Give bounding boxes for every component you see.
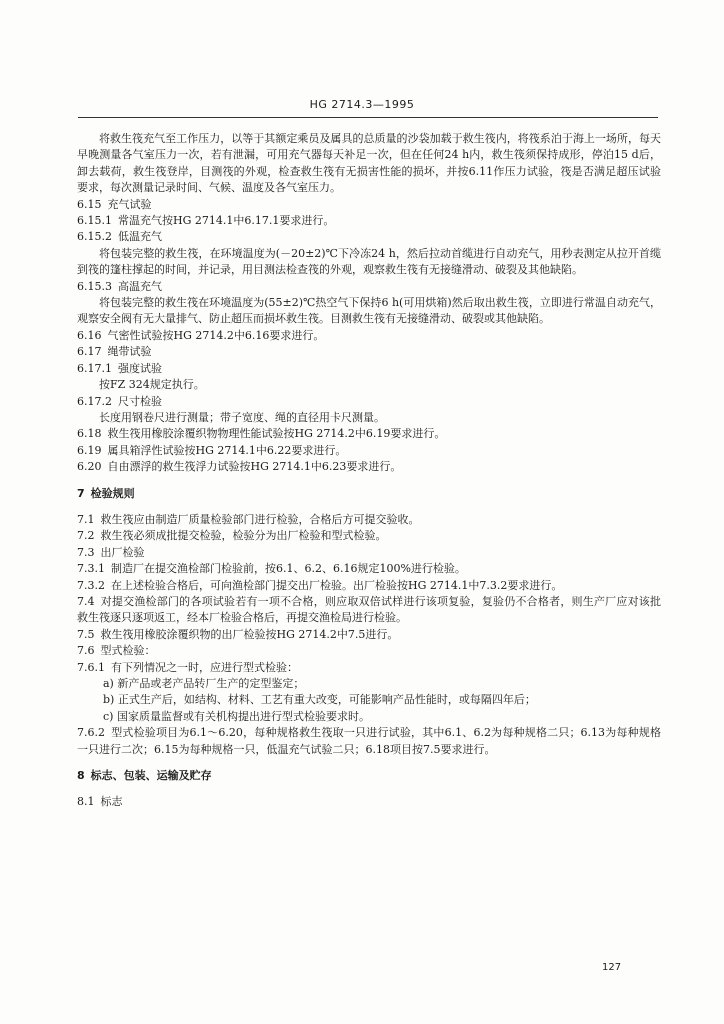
list-item-c: c) 国家质量监督或有关机构提出进行型式检验要求时。 bbox=[103, 709, 370, 723]
chapter-7-heading bbox=[77, 486, 661, 502]
section-6-15-3 bbox=[77, 279, 661, 295]
section-6-19 bbox=[77, 443, 661, 459]
section-text: 救生筏用橡胶涂覆织物物理性能试验按HG 2714.2中6.19要求进行。 bbox=[107, 427, 446, 441]
section-7-1 bbox=[77, 512, 661, 528]
section-text: 有下列情况之一时，应进行型式检验： bbox=[111, 660, 298, 674]
section-7-3-1 bbox=[77, 561, 661, 577]
section-number: 7.5 bbox=[77, 627, 95, 641]
section-title: 充气试验 bbox=[107, 197, 152, 211]
intro-paragraph: 将救生筏充气至工作压力，以等于其额定乘员及属具的总质量的沙袋加载于救生筏内，将筏系泊于海上一场所，每天早晚测量各气室压力一次，若有泄漏，可用充气器每天补足一次，但在任何24 h内，救生筏须保持成形，停泊15 d后，卸去载荷，救生筏登岸，目测筏的外观，检查救生筏有无损害性能的损坏，并按6.11作压力试验，筏是否满足超压试验要求，每次测量记录时间、气候、温度及各气室压力。 bbox=[77, 132, 661, 195]
section-number: 7.1 bbox=[77, 512, 95, 526]
section-number: 6.20 bbox=[77, 460, 102, 474]
page-number: 127 bbox=[602, 962, 622, 973]
chapter-number: 7 bbox=[77, 486, 85, 500]
section-7-2 bbox=[77, 528, 661, 544]
section-number: 6.17.2 bbox=[77, 394, 112, 408]
section-7-6-2 bbox=[77, 725, 661, 758]
section-6-15-1 bbox=[77, 213, 661, 229]
section-text: 救生筏用橡胶涂覆织物的出厂检验按HG 2714.2中7.5进行。 bbox=[100, 627, 399, 641]
section-number: 7.3.2 bbox=[77, 578, 105, 592]
section-text: 气密性试验按HG 2714.2中6.16要求进行。 bbox=[107, 328, 325, 342]
section-title: 型式检验： bbox=[100, 644, 156, 658]
section-6-20 bbox=[77, 459, 661, 475]
section-number: 7.4 bbox=[77, 594, 95, 608]
section-7-4 bbox=[77, 594, 661, 627]
section-number: 6.19 bbox=[77, 443, 102, 457]
section-number: 6.15.3 bbox=[77, 279, 112, 293]
section-6-17-1 bbox=[77, 361, 661, 377]
section-6-15 bbox=[77, 197, 661, 213]
section-title: 高温充气 bbox=[118, 279, 162, 293]
section-text: 在上述检验合格后，可向渔检部门提交出厂检验。出厂检验按HG 2714.1中7.3.2要求进行。 bbox=[111, 578, 563, 592]
spacer bbox=[77, 476, 661, 486]
list-item-a: a) 新产品或老产品转厂生产的定型鉴定； bbox=[103, 677, 305, 690]
section-title: 尺寸检验 bbox=[118, 394, 162, 408]
section-title: 绳带试验 bbox=[107, 345, 152, 359]
section-number: 6.17.1 bbox=[77, 361, 112, 375]
section-title: 出厂检验 bbox=[100, 545, 145, 559]
section-6-17-2 bbox=[77, 394, 661, 410]
section-7-3-2 bbox=[77, 578, 661, 594]
section-text: 型式检验项目为6.1～6.20，每种规格救生筏取一只进行试验，其中6.1、6.2为每种规格二只；6.13为每种规格一只进行二次；6.15为每种规格一只，低温充气试验二只；6.18项目按7.5要求进行。 bbox=[77, 726, 661, 756]
section-number: 7.3.1 bbox=[77, 562, 105, 576]
spacer bbox=[77, 758, 661, 768]
section-title: 强度试验 bbox=[118, 361, 162, 375]
section-text: 属具箱浮性试验按HG 2714.1中6.22要求进行。 bbox=[107, 443, 347, 457]
section-number: 7.2 bbox=[77, 529, 95, 543]
spacer bbox=[77, 784, 661, 794]
list-item-b: b) 正式生产后，如结构、材料、工艺有重大改变，可能影响产品性能时，或每隔四年后； bbox=[103, 693, 536, 707]
section-text: 救生筏必须成批提交检验，检验分为出厂检验和型式检验。 bbox=[100, 529, 387, 543]
section-number: 7.6 bbox=[77, 644, 95, 658]
section-text: 救生筏应由制造厂质量检验部门进行检验，合格后方可提交验收。 bbox=[100, 512, 420, 526]
header-rule bbox=[78, 117, 658, 118]
section-6-18 bbox=[77, 426, 661, 442]
section-7-3 bbox=[77, 545, 661, 561]
size-check-text: 长度用钢卷尺进行测量；带子宽度、绳的直径用卡尺测量。 bbox=[99, 410, 385, 424]
section-6-16 bbox=[77, 328, 661, 344]
strength-test-text: 按FZ 324规定执行。 bbox=[99, 378, 205, 392]
section-number: 7.6.1 bbox=[77, 660, 105, 674]
section-text: 制造厂在提交渔检部门检验前，按6.1、6.2、6.16规定100%进行检验。 bbox=[111, 562, 466, 576]
section-text: 对提交渔检部门的各项试验若有一项不合格，则应取双倍试样进行该项复验，复验仍不合格者，则生产厂应对该批救生筏逐只逐项返工，经本厂检验合格后，再提交渔检局进行检验。 bbox=[77, 594, 661, 625]
high-temp-paragraph: 将包装完整的救生筏在环境温度为(55±2)℃热空气下保持6 h(可用烘箱)然后取出救生筏，立即进行常温自动充气，观察安全阀有无大量排气、防止超压而损坏救生筏。目测救生筏有无接缝滑动、破裂或其他缺陷。 bbox=[77, 296, 661, 326]
section-number: 7.3 bbox=[77, 545, 95, 559]
section-number: 6.15.2 bbox=[77, 230, 112, 244]
spacer bbox=[77, 502, 661, 512]
section-number: 7.6.2 bbox=[77, 726, 105, 740]
section-6-17 bbox=[77, 344, 661, 360]
low-temp-paragraph: 将包装完整的救生筏，在环境温度为(－20±2)℃下冷冻24 h，然后拉动首缆进行自动充气，用秒表测定从拉开首缆到筏的篷柱撑起的时间，并记录，用目测法检查筏的外观，观察救生筏有无接缝滑动、破裂及其他缺陷。 bbox=[77, 246, 661, 277]
section-number: 6.15.1 bbox=[77, 214, 112, 228]
chapter-8-heading bbox=[77, 768, 661, 784]
chapter-number: 8 bbox=[77, 769, 85, 783]
section-8-1 bbox=[77, 794, 661, 810]
section-text: 自由漂浮的救生筏浮力试验按HG 2714.1中6.23要求进行。 bbox=[107, 460, 402, 474]
section-title: 低温充气 bbox=[118, 230, 162, 244]
section-7-6-1 bbox=[77, 660, 661, 676]
section-7-6 bbox=[77, 643, 661, 659]
document-body bbox=[77, 131, 661, 811]
section-number: 6.17 bbox=[77, 345, 102, 359]
chapter-title: 标志、包装、运输及贮存 bbox=[90, 769, 212, 783]
section-6-15-2 bbox=[77, 229, 661, 245]
section-7-5 bbox=[77, 627, 661, 643]
section-number: 6.18 bbox=[77, 427, 102, 441]
section-number: 6.15 bbox=[77, 197, 102, 211]
chapter-title: 检验规则 bbox=[90, 486, 135, 500]
section-number: 8.1 bbox=[77, 795, 95, 809]
section-title: 标志 bbox=[100, 795, 123, 809]
standard-code-header: HG 2714.3—1995 bbox=[309, 98, 415, 111]
section-number: 6.16 bbox=[77, 328, 102, 342]
section-text: 常温充气按HG 2714.1中6.17.1要求进行。 bbox=[118, 214, 335, 228]
